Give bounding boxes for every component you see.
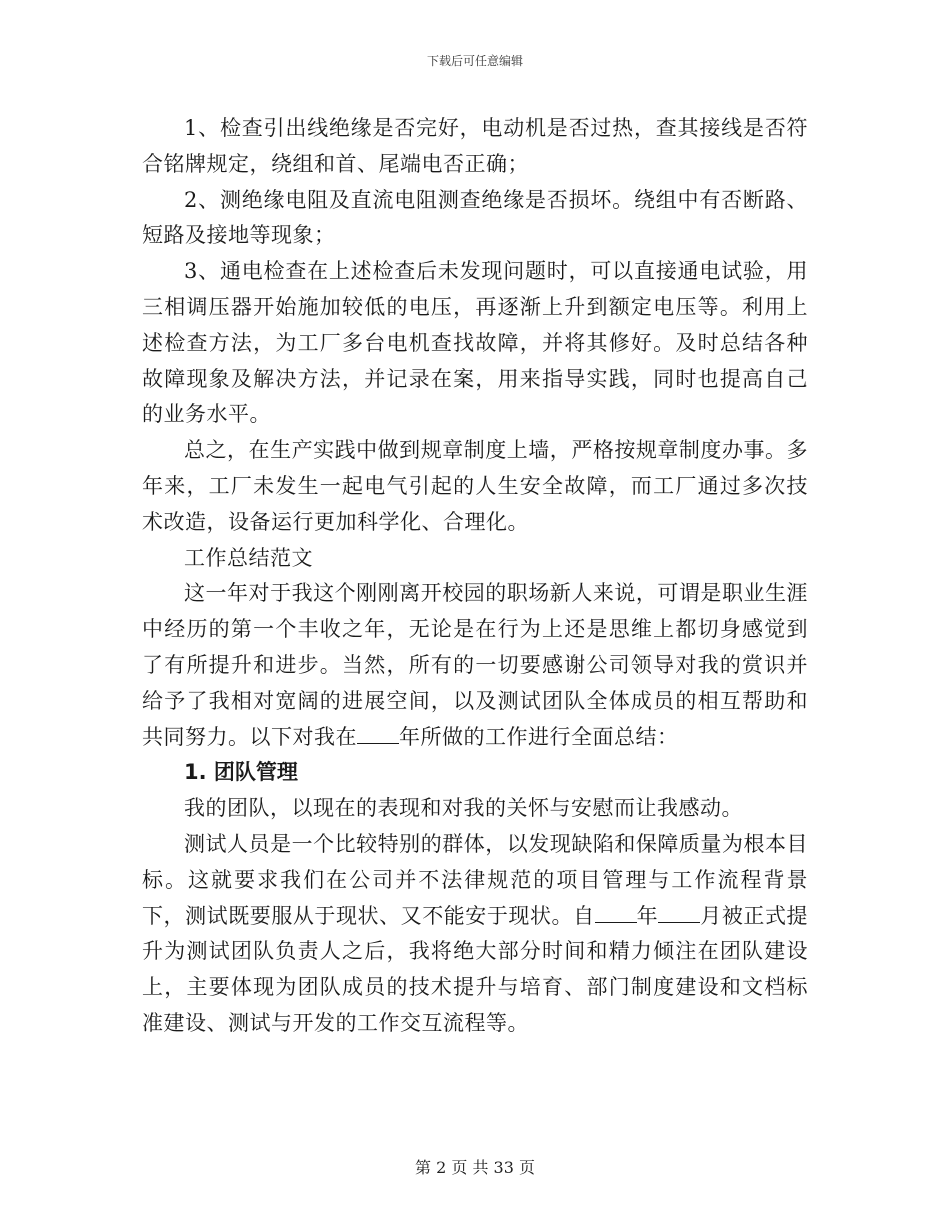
page-number-footer: 第 2 页 共 33 页 [415, 1158, 535, 1177]
paragraph-year-review-text-3: 年所做的工作进行全面总结： [399, 724, 679, 749]
paragraph-power-test: 3、通电检查在上述检查后未发现问题时，可以直接通电试验，用三相调压器开始施加较低的电压，再逐渐上升到额定电压等。利用上述检查方法，为工厂多台电机查找故障，并将其修好。及时总结各种故障现象及解决方法，并记录在案，用来指导实践，同时也提高自己的业务水平。 [142, 259, 808, 427]
paragraph-year-review-text-2: 以下对我在 [249, 724, 357, 749]
heading-team-management: 1. 团队管理 [184, 760, 298, 785]
paragraph-tester-role-year: 年 [636, 903, 659, 928]
page-header-note: 下载后可任意编辑 [426, 54, 523, 68]
paragraph-check-leads: 1、检查引出线绝缘是否完好，电动机是否过热，查其接线是否符合铭牌规定，绕组和首、尾端电否正确； [142, 116, 808, 176]
paragraph-tester-role [142, 827, 808, 1042]
document-body [142, 111, 808, 1042]
paragraph-insulation-test: 2、测绝缘电阻及直流电阻测查绝缘是否损坏。绕组中有否断路、短路及接地等现象； [142, 187, 808, 248]
paragraph-summary: 总之，在生产实践中做到规章制度上墙，严格按规章制度办事。多年来，工厂未发生一起电气引起的人生安全故障，而工厂通过多次技术改造，设备运行更加科学化、合理化。 [142, 438, 808, 534]
paragraph-year-review [142, 576, 808, 755]
paragraph-team-feeling: 我的团队，以现在的表现和对我的关怀与安慰而让我感动。 [184, 796, 743, 821]
paragraph-tester-role-text-2: 月被正式提升为测试团队负责人之后，我将绝大部分时间和精力倾注在团队建设上，主要体现为团队成员的技术提升与培育、部门制度建设和文档标准建设、测试与开发的工作交互流程等。 [142, 903, 809, 1035]
paragraph-tester-role-text: 测试人员是一个比较特别的群体，以发现缺陷和保障质量为根本目标。这就要求我们在公司并不法律规范的项目管理与工作流程背景下，测试既要服从于现状、又不能安于现状。自 [142, 831, 808, 928]
section-title-work-summary: 工作总结范文 [184, 545, 313, 570]
blank-month [658, 904, 700, 923]
blank-year [595, 904, 637, 923]
paragraph-year-review-text: 这一年对于我这个刚刚离开校园的职场新人来说，可谓是职业生涯中经历的第一个丰收之年，无论是在行为上还是思维上都切身感觉到了有所提升和进步。当然，所有的一切要感谢公司领导对我的赏识并给予了我相对宽阔的进展空间，以及测试团队全体成员的相互帮助和共同努力。 [142, 581, 808, 749]
blank-year [357, 725, 399, 744]
